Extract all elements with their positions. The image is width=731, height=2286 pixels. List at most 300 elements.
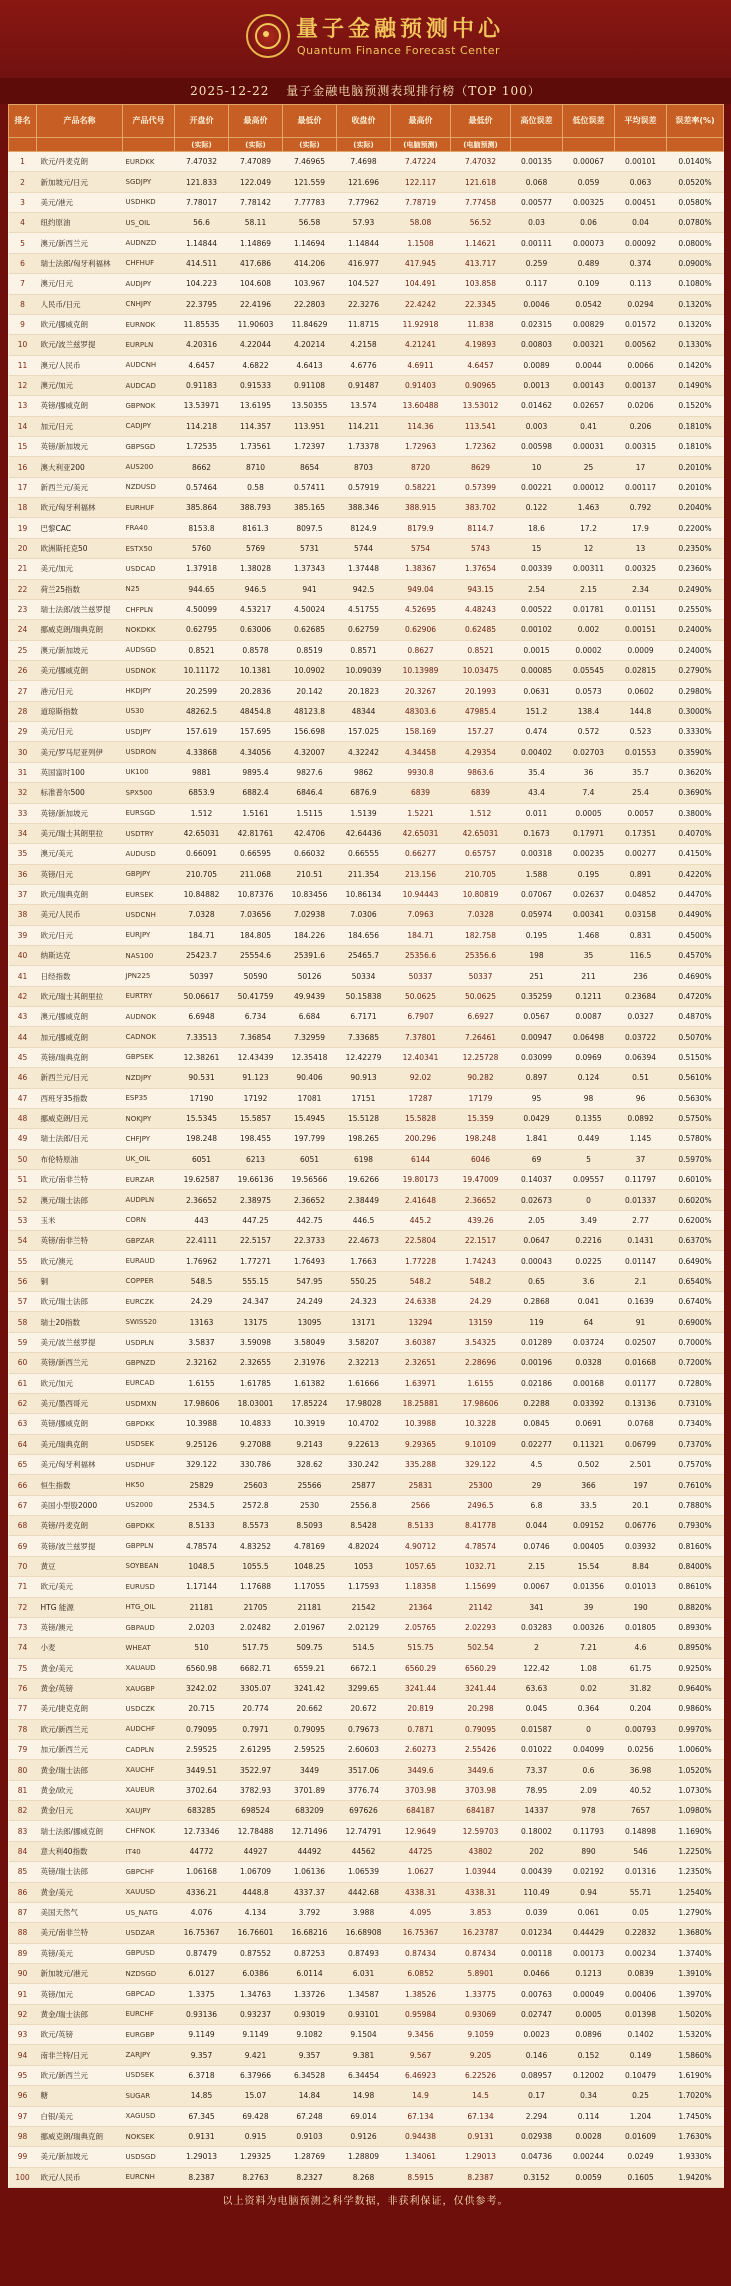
table-cell: 44 (9, 1027, 37, 1047)
table-cell: 0.1320% (667, 294, 724, 314)
table-cell: 8.5133 (391, 1516, 451, 1536)
table-cell: 548.5 (175, 1271, 229, 1291)
table-cell: 0.91108 (283, 375, 337, 395)
table-cell: 6560.29 (451, 1658, 511, 1678)
table-cell: NZDSGD (123, 1963, 175, 1983)
table-cell: 0.00325 (615, 559, 667, 579)
table-cell: 0.3000% (667, 701, 724, 721)
table-row (9, 1332, 724, 1352)
table-cell: 3241.44 (451, 1678, 511, 1698)
table-cell: USDSEK (123, 2065, 175, 2085)
table-cell: 13163 (175, 1312, 229, 1332)
table-cell: ESTX50 (123, 538, 175, 558)
table-cell: 10.1381 (229, 660, 283, 680)
table-cell: 20 (9, 538, 37, 558)
table-cell: 0.03158 (615, 905, 667, 925)
table-cell: 0.91533 (229, 375, 283, 395)
table-cell: 24.249 (283, 1292, 337, 1312)
table-body (9, 152, 724, 2188)
table-cell: 0.0067 (511, 1577, 563, 1597)
table-cell: 0.93101 (337, 2004, 391, 2024)
table-cell: 美元/人民币 (37, 905, 123, 925)
table-cell: 8.5915 (391, 2167, 451, 2187)
table-cell: 1.3375 (175, 1984, 229, 2004)
table-cell: 28 (9, 701, 37, 721)
table-cell: 4338.31 (451, 1882, 511, 1902)
table-cell: EURSGD (123, 803, 175, 823)
table-cell: 0.91183 (175, 375, 229, 395)
table-cell: 1.3740% (667, 1943, 724, 1963)
table-cell: 恒生指数 (37, 1475, 123, 1495)
table-row (9, 1495, 724, 1515)
table-cell: SWISS20 (123, 1312, 175, 1332)
table-cell: 0.3800% (667, 803, 724, 823)
table-cell: 335.288 (391, 1455, 451, 1475)
table-cell: FRA40 (123, 518, 175, 538)
table-cell: 63 (9, 1414, 37, 1434)
table-cell: 10.3988 (175, 1414, 229, 1434)
table-cell: 198.248 (451, 1129, 511, 1149)
table-cell: 0.364 (563, 1699, 615, 1719)
table-cell: USDCAD (123, 559, 175, 579)
table-cell: 1.61785 (229, 1373, 283, 1393)
table-cell: 0.00577 (511, 192, 563, 212)
table-cell: 10 (9, 335, 37, 355)
table-cell: NZDJPY (123, 1068, 175, 1088)
table-cell: 6559.21 (283, 1658, 337, 1678)
table-row (9, 1638, 724, 1658)
table-cell: 0.62759 (337, 620, 391, 640)
table-cell: 1.17055 (283, 1577, 337, 1597)
table-cell: USDHKD (123, 192, 175, 212)
table-cell: 18 (9, 498, 37, 518)
table-cell: 0.9970% (667, 1719, 724, 1739)
table-cell: 1048.5 (175, 1556, 229, 1576)
table-cell: 25391.6 (283, 946, 337, 966)
table-cell: 0.5610% (667, 1068, 724, 1088)
table-row (9, 2147, 724, 2167)
table-cell: 美元/港元 (37, 192, 123, 212)
table-cell: 94 (9, 2045, 37, 2065)
table-cell: 4.78574 (451, 1536, 511, 1556)
table-cell: 0.01316 (615, 1862, 667, 1882)
table-cell: 9.205 (451, 2045, 511, 2065)
table-cell: 0.00137 (615, 375, 667, 395)
table-cell: 0.489 (563, 253, 615, 273)
table-cell: 4.2158 (337, 335, 391, 355)
table-row (9, 335, 724, 355)
table-cell: 329.122 (451, 1455, 511, 1475)
table-cell: 17 (9, 477, 37, 497)
table-cell: 2.34 (615, 579, 667, 599)
table-cell: 42 (9, 986, 37, 1006)
table-row (9, 925, 724, 945)
table-cell: 2.60603 (337, 1740, 391, 1760)
table-cell: 0.00341 (563, 905, 615, 925)
table-cell: 9930.8 (391, 762, 451, 782)
table-cell: 0.7610% (667, 1475, 724, 1495)
table-row (9, 498, 724, 518)
table-cell: 黄金/美元 (37, 1658, 123, 1678)
table-cell: 0.4720% (667, 986, 724, 1006)
table-cell: 50 (9, 1149, 37, 1169)
table-cell: 0.09557 (563, 1169, 615, 1189)
table-cell: 0.01234 (511, 1923, 563, 1943)
table-cell: 2.32655 (229, 1353, 283, 1373)
table-cell: 4337.37 (283, 1882, 337, 1902)
table-cell: 138.4 (563, 701, 615, 721)
table-cell: 32 (9, 783, 37, 803)
table-cell: 1.61666 (337, 1373, 391, 1393)
table-cell: 2.01967 (283, 1617, 337, 1637)
table-cell: 英镑/新西兰元 (37, 1353, 123, 1373)
table-cell: 12 (9, 375, 37, 395)
table-cell: 184.71 (175, 925, 229, 945)
table-cell: 88 (9, 1923, 37, 1943)
table-cell: 布伦特原油 (37, 1149, 123, 1169)
table-cell: 4.5 (511, 1455, 563, 1475)
table-cell: 1.38367 (391, 559, 451, 579)
table-cell: 10.3228 (451, 1414, 511, 1434)
table-cell: 2.32213 (337, 1353, 391, 1373)
table-cell: 13.50355 (283, 396, 337, 416)
table-cell: XAUAUD (123, 1658, 175, 1678)
table-cell: 美元/瑞典克朗 (37, 1434, 123, 1454)
table-cell: 5769 (229, 538, 283, 558)
column-subheader (9, 138, 37, 152)
table-cell: 0.00321 (563, 335, 615, 355)
table-cell: 56.52 (451, 213, 511, 233)
table-cell: 1.1690% (667, 1821, 724, 1841)
table-cell: 25603 (229, 1475, 283, 1495)
table-cell: 36 (9, 864, 37, 884)
table-row (9, 701, 724, 721)
table-cell: HTG_OIL (123, 1597, 175, 1617)
table-cell: 8.5573 (229, 1516, 283, 1536)
table-cell: 4.6 (615, 1638, 667, 1658)
table-cell: 439.26 (451, 1210, 511, 1230)
table-cell: 英镑/日元 (37, 864, 123, 884)
table-cell: CHFNOK (123, 1821, 175, 1841)
table-cell: 0.2790% (667, 660, 724, 680)
table-cell: 英镑/瑞士法郎 (37, 1862, 123, 1882)
table-row (9, 1231, 724, 1251)
table-cell: USDZAR (123, 1923, 175, 1943)
table-cell: 12.42279 (337, 1047, 391, 1067)
table-cell: 17192 (229, 1088, 283, 1108)
table-cell: 0.6740% (667, 1292, 724, 1312)
table-cell: 0.02747 (511, 2004, 563, 2024)
table-cell: 11.92918 (391, 314, 451, 334)
table-cell: HKDJPY (123, 681, 175, 701)
table-cell: 欧元/挪威克朗 (37, 314, 123, 334)
table-cell: 0.22832 (615, 1923, 667, 1943)
table-cell: 2.61295 (229, 1740, 283, 1760)
table-cell: 瑞士法郎/匈牙利福林 (37, 253, 123, 273)
table-cell: 黄金/美元 (37, 1882, 123, 1902)
table-cell: 0.0028 (563, 2126, 615, 2146)
table-cell: 0.04736 (511, 2147, 563, 2167)
table-cell: 73 (9, 1617, 37, 1637)
table-cell: 0.00522 (511, 599, 563, 619)
table-cell: USDCNH (123, 905, 175, 925)
table-cell: USDJPY (123, 722, 175, 742)
table-cell: 1.06539 (337, 1862, 391, 1882)
table-cell: 33 (9, 803, 37, 823)
table-cell: EURTRY (123, 986, 175, 1006)
table-cell: EURCAD (123, 1373, 175, 1393)
table-cell: 0.6490% (667, 1251, 724, 1271)
table-cell: 3449.6 (451, 1760, 511, 1780)
table-cell: 44492 (283, 1841, 337, 1861)
table-cell: 11.85535 (175, 314, 229, 334)
table-cell: 0.02277 (511, 1434, 563, 1454)
table-cell: 南非兰特/日元 (37, 2045, 123, 2065)
table-cell: 13159 (451, 1312, 511, 1332)
table-cell: 3.49 (563, 1210, 615, 1230)
table-cell: 0.87493 (337, 1943, 391, 1963)
table-cell: 547.95 (283, 1271, 337, 1291)
table-cell: 10.11172 (175, 660, 229, 680)
table-cell: 35.7 (615, 762, 667, 782)
table-cell: USDNOK (123, 660, 175, 680)
table-cell: 0.0005 (563, 2004, 615, 2024)
table-cell: 0.2350% (667, 538, 724, 558)
table-cell: 0.2550% (667, 599, 724, 619)
table-cell: 0.9126 (337, 2126, 391, 2146)
table-cell: 14.9 (391, 2086, 451, 2106)
table-cell: 0.2400% (667, 620, 724, 640)
table-row (9, 823, 724, 843)
table-cell: 1.72963 (391, 437, 451, 457)
table-cell: 小麦 (37, 1638, 123, 1658)
table-cell: 116.5 (615, 946, 667, 966)
table-cell: 4.33868 (175, 742, 229, 762)
table-cell: 0.12002 (563, 2065, 615, 2085)
table-cell: 25877 (337, 1475, 391, 1495)
table-cell: 0.66032 (283, 844, 337, 864)
table-cell: 1.28769 (283, 2147, 337, 2167)
column-subheader: (实际) (229, 138, 283, 152)
table-cell: 442.75 (283, 1210, 337, 1230)
table-cell: 6213 (229, 1149, 283, 1169)
table-cell: 330.242 (337, 1455, 391, 1475)
table-cell: 15.5128 (337, 1108, 391, 1128)
table-cell: 18.25881 (391, 1393, 451, 1413)
table-cell: 0.8521 (175, 640, 229, 660)
table-cell: 日经指数 (37, 966, 123, 986)
table-cell: EURCNH (123, 2167, 175, 2187)
table-cell: NOKDKK (123, 620, 175, 640)
table-cell: 0.02673 (511, 1190, 563, 1210)
table-cell: 3702.64 (175, 1780, 229, 1800)
table-cell: 4.095 (391, 1902, 451, 1922)
table-cell: 0.00173 (563, 1943, 615, 1963)
table-cell: 4.29354 (451, 742, 511, 762)
table-cell: 0.14037 (511, 1169, 563, 1189)
table-cell: 0.044 (511, 1516, 563, 1536)
table-cell: 0.00318 (511, 844, 563, 864)
table-cell: 0.0602 (615, 681, 667, 701)
table-cell: 5754 (391, 538, 451, 558)
table-cell: 414.206 (283, 253, 337, 273)
table-cell: 3242.02 (175, 1678, 229, 1698)
table-cell: 0.0044 (563, 355, 615, 375)
table-cell: 33.5 (563, 1495, 615, 1515)
table-cell: 45 (9, 1047, 37, 1067)
table-cell: 1.3680% (667, 1923, 724, 1943)
table-cell: 69.014 (337, 2106, 391, 2126)
table-cell: 39 (9, 925, 37, 945)
table-cell: 1.512 (175, 803, 229, 823)
table-cell: 50.41759 (229, 986, 283, 1006)
table-cell: 0.8160% (667, 1536, 724, 1556)
table-cell: 20.715 (175, 1699, 229, 1719)
table-cell: 英镑/丹麦克朗 (37, 1516, 123, 1536)
table-cell: 1.2790% (667, 1902, 724, 1922)
table-row (9, 152, 724, 172)
table-cell: 1.5139 (337, 803, 391, 823)
table-cell: 104.223 (175, 274, 229, 294)
table-row (9, 1516, 724, 1536)
table-cell: 2.36652 (451, 1190, 511, 1210)
table-cell: 4.34458 (391, 742, 451, 762)
table-cell: 546 (615, 1841, 667, 1861)
table-cell: 24.347 (229, 1292, 283, 1312)
table-row (9, 2004, 724, 2024)
table-cell: 13175 (229, 1312, 283, 1332)
table-cell: 1.15699 (451, 1577, 511, 1597)
table-cell: 502.54 (451, 1638, 511, 1658)
table-cell: 42.64436 (337, 823, 391, 843)
table-cell: 414.511 (175, 253, 229, 273)
table-cell: 4.134 (229, 1902, 283, 1922)
table-cell: 20.672 (337, 1699, 391, 1719)
table-cell: 4.6776 (337, 355, 391, 375)
table-cell: 0.58 (229, 477, 283, 497)
table-cell: 澳元/日元 (37, 274, 123, 294)
table-cell: CNHJPY (123, 294, 175, 314)
table-cell: 58 (9, 1312, 37, 1332)
table-cell: 1.5115 (283, 803, 337, 823)
table-cell: EURAUD (123, 1251, 175, 1271)
table-cell: 0.0896 (563, 2025, 615, 2045)
table-cell: 5760 (175, 538, 229, 558)
table-cell: 20.819 (391, 1699, 451, 1719)
table-cell: 417.945 (391, 253, 451, 273)
table-cell: 103.967 (283, 274, 337, 294)
table-row (9, 844, 724, 864)
table-cell: 22.3276 (337, 294, 391, 314)
table-row (9, 1841, 724, 1861)
table-cell: 0.502 (563, 1455, 615, 1475)
table-row (9, 1556, 724, 1576)
table-cell: 17179 (451, 1088, 511, 1108)
table-cell: 0.2010% (667, 477, 724, 497)
table-cell: 87 (9, 1902, 37, 1922)
table-cell: 0.195 (563, 864, 615, 884)
table-row (9, 1821, 724, 1841)
table-cell: 156.698 (283, 722, 337, 742)
table-cell: 12.43439 (229, 1047, 283, 1067)
table-cell: 1.0980% (667, 1801, 724, 1821)
table-cell: 2.54 (511, 579, 563, 599)
table-row (9, 457, 724, 477)
table-cell: 英镑/挪威克朗 (37, 396, 123, 416)
table-cell: GBPSEK (123, 1047, 175, 1067)
table-cell: 18.03001 (229, 1393, 283, 1413)
table-cell: 17.85224 (283, 1393, 337, 1413)
table-cell: 211 (563, 966, 615, 986)
table-cell: 0.00151 (615, 620, 667, 640)
table-cell: 黄金/英镑 (37, 1678, 123, 1698)
table-cell: 62 (9, 1393, 37, 1413)
table-cell: 欧元/新西兰元 (37, 1719, 123, 1739)
table-cell: 4.6413 (283, 355, 337, 375)
table-cell: 0.57464 (175, 477, 229, 497)
table-cell: 697626 (337, 1801, 391, 1821)
report-date: 2025-12-22 (190, 84, 270, 98)
table-cell: 0.114 (563, 2106, 615, 2126)
table-cell: 0.01462 (511, 396, 563, 416)
table-cell: 0.00339 (511, 559, 563, 579)
table-cell: 19.6266 (337, 1169, 391, 1189)
table-cell: 38 (9, 905, 37, 925)
table-cell: 110.49 (511, 1882, 563, 1902)
table-cell: 56.6 (175, 213, 229, 233)
table-cell: 83 (9, 1821, 37, 1841)
table-cell: EURUSD (123, 1577, 175, 1597)
table-cell: 1.5020% (667, 2004, 724, 2024)
table-row (9, 2065, 724, 2085)
table-cell: 55.71 (615, 1882, 667, 1902)
table-cell: 3.58049 (283, 1332, 337, 1352)
table-cell: 欧元/瑞典克朗 (37, 884, 123, 904)
table-cell: 79 (9, 1740, 37, 1760)
table-cell: 78 (9, 1719, 37, 1739)
table-cell: 4.6457 (175, 355, 229, 375)
table-cell: 0.41 (563, 416, 615, 436)
table-cell: 0.04852 (615, 884, 667, 904)
table-row (9, 1373, 724, 1393)
table-cell: 388.915 (391, 498, 451, 518)
table-cell: 0.0580% (667, 192, 724, 212)
table-cell: 7.02938 (283, 905, 337, 925)
table-row (9, 1068, 724, 1088)
table-cell: 0.109 (563, 274, 615, 294)
table-cell: 2.36652 (175, 1190, 229, 1210)
table-cell: 10.94443 (391, 884, 451, 904)
table-cell: 0.6010% (667, 1169, 724, 1189)
table-cell: 0.0013 (511, 375, 563, 395)
table-cell: GBPCHF (123, 1862, 175, 1882)
table-cell: 15 (9, 437, 37, 457)
table-cell: 0.05545 (563, 660, 615, 680)
table-cell: 48 (9, 1108, 37, 1128)
table-cell: 15.5345 (175, 1108, 229, 1128)
table-cell: 4.48243 (451, 599, 511, 619)
table-cell: 0.0746 (511, 1536, 563, 1556)
table-cell: 1.34061 (391, 2147, 451, 2167)
table-cell: 7.26461 (451, 1027, 511, 1047)
table-cell: 16.68216 (283, 1923, 337, 1943)
table-cell: 0.039 (511, 1902, 563, 1922)
table-cell: 9862 (337, 762, 391, 782)
table-cell: 纽约原油 (37, 213, 123, 233)
table-cell: 0.0225 (563, 1251, 615, 1271)
table-cell: GBPDKK (123, 1516, 175, 1536)
table-cell: 0.01781 (563, 599, 615, 619)
